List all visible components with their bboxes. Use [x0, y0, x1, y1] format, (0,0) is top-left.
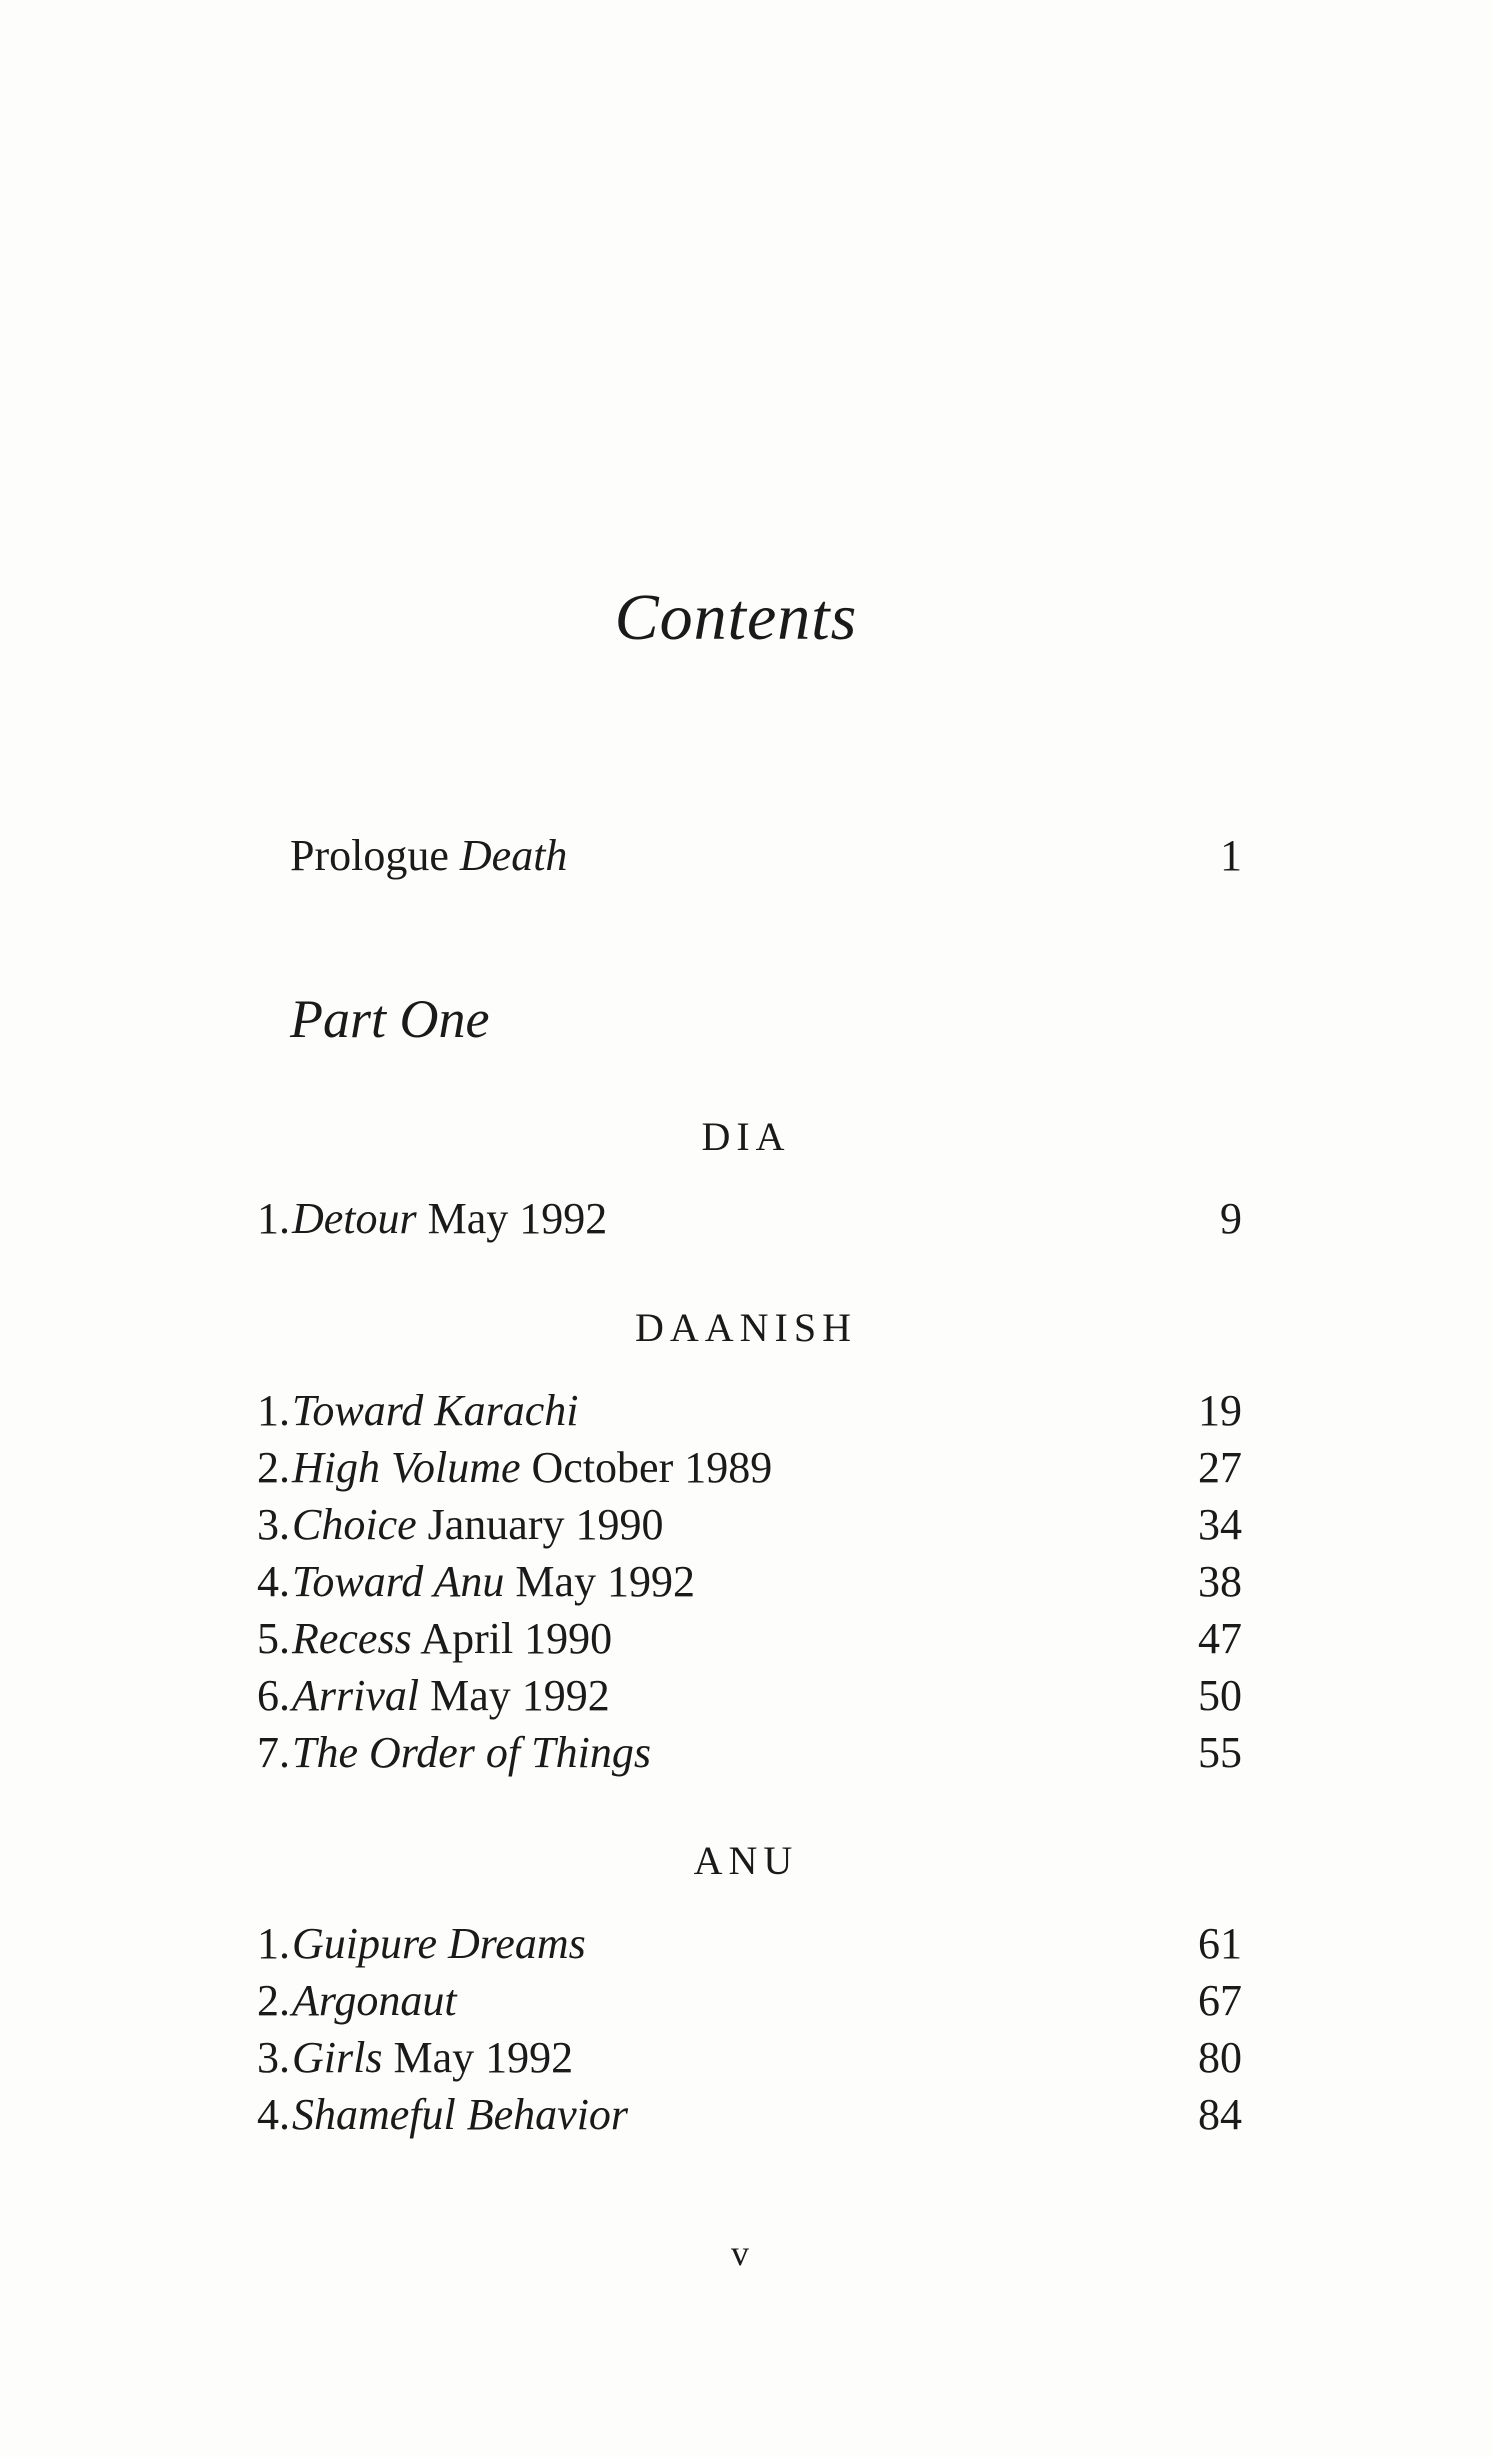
entry-title [292, 1916, 586, 1972]
entry-date: May 1992 [427, 1194, 608, 1243]
entry-title-italic: Detour [292, 1194, 417, 1243]
entry-title-italic: The Order of Things [292, 1728, 651, 1777]
entry-title-italic: Recess [292, 1614, 412, 1663]
entry-title [292, 1440, 772, 1496]
toc-entry [220, 1668, 1242, 1724]
toc-entry [220, 1497, 1242, 1553]
prologue-title: Death [459, 831, 568, 880]
page-folio: v [731, 2233, 749, 2273]
entry-title [292, 1191, 607, 1247]
entry-date: October 1989 [531, 1443, 773, 1492]
part-heading: Part One [290, 989, 490, 1049]
entry-title [292, 2030, 573, 2086]
toc-entry [220, 1383, 1242, 1439]
section-heading-daanish: DAANISH [635, 1305, 857, 1350]
entry-number: 6. [257, 1671, 290, 1720]
entry-page: 84 [1198, 2090, 1242, 2139]
prologue-label: Prologue [290, 831, 449, 880]
entry-title [292, 1497, 663, 1553]
entry-date: May 1992 [430, 1671, 610, 1720]
toc-entry [220, 1611, 1242, 1667]
entry-number: 3. [257, 1500, 290, 1549]
section-heading-dia: DIA [701, 1114, 791, 1159]
toc-entry [220, 2030, 1242, 2086]
entry-number: 1. [257, 1919, 290, 1968]
entry-page: 47 [1198, 1614, 1242, 1663]
prologue-page: 1 [1220, 831, 1242, 880]
entry-date: May 1992 [515, 1557, 696, 1606]
entry-number: 1. [257, 1386, 290, 1435]
entry-title-italic: Guipure Dreams [292, 1919, 586, 1968]
toc-entry [220, 1916, 1242, 1972]
entry-title-italic: Choice [292, 1500, 417, 1549]
entry-page: 19 [1198, 1386, 1242, 1435]
toc-entry [220, 1191, 1242, 1247]
entry-number: 1. [257, 1194, 290, 1243]
entry-title [292, 1725, 651, 1781]
entry-page: 27 [1198, 1443, 1242, 1492]
entry-number: 4. [257, 1557, 290, 1606]
entry-title [292, 2087, 628, 2143]
entry-title-italic: Toward Karachi [292, 1386, 579, 1435]
toc-entry [220, 1440, 1242, 1496]
entry-title [292, 1668, 610, 1724]
entry-number: 2. [257, 1443, 290, 1492]
entry-number: 3. [257, 2033, 290, 2082]
entry-title-italic: High Volume [292, 1443, 521, 1492]
toc-entry [220, 1554, 1242, 1610]
entry-date: January 1990 [427, 1500, 664, 1549]
entry-title-italic: Toward Anu [292, 1557, 505, 1606]
entry-number: 2. [257, 1976, 290, 2025]
entry-number: 4. [257, 2090, 290, 2139]
entry-number: 7. [257, 1728, 290, 1777]
entry-title-italic: Argonaut [292, 1976, 457, 2025]
entry-date: May 1992 [393, 2033, 574, 2082]
toc-entry [220, 1725, 1242, 1781]
entry-page: 67 [1198, 1976, 1242, 2025]
entry-title [292, 1611, 612, 1667]
toc-prologue [290, 828, 1242, 884]
entry-date: April 1990 [420, 1614, 613, 1663]
toc-entry [220, 1973, 1242, 2029]
entry-page: 34 [1198, 1500, 1242, 1549]
entry-title [292, 1554, 695, 1610]
entry-page: 38 [1198, 1557, 1242, 1606]
entry-page: 61 [1198, 1919, 1242, 1968]
toc-entry [220, 2087, 1242, 2143]
entry-title-italic: Arrival [292, 1671, 420, 1720]
entry-number: 5. [257, 1614, 290, 1663]
page-title: Contents [614, 581, 858, 654]
entry-page: 50 [1198, 1671, 1242, 1720]
section-heading-anu: ANU [693, 1838, 799, 1883]
entry-title [292, 1973, 457, 2029]
entry-title-italic: Girls [292, 2033, 383, 2082]
entry-page: 80 [1198, 2033, 1242, 2082]
entry-title-italic: Shameful Behavior [292, 2090, 629, 2139]
entry-page: 9 [1220, 1194, 1242, 1243]
entry-page: 55 [1198, 1728, 1242, 1777]
entry-title [292, 1383, 579, 1439]
